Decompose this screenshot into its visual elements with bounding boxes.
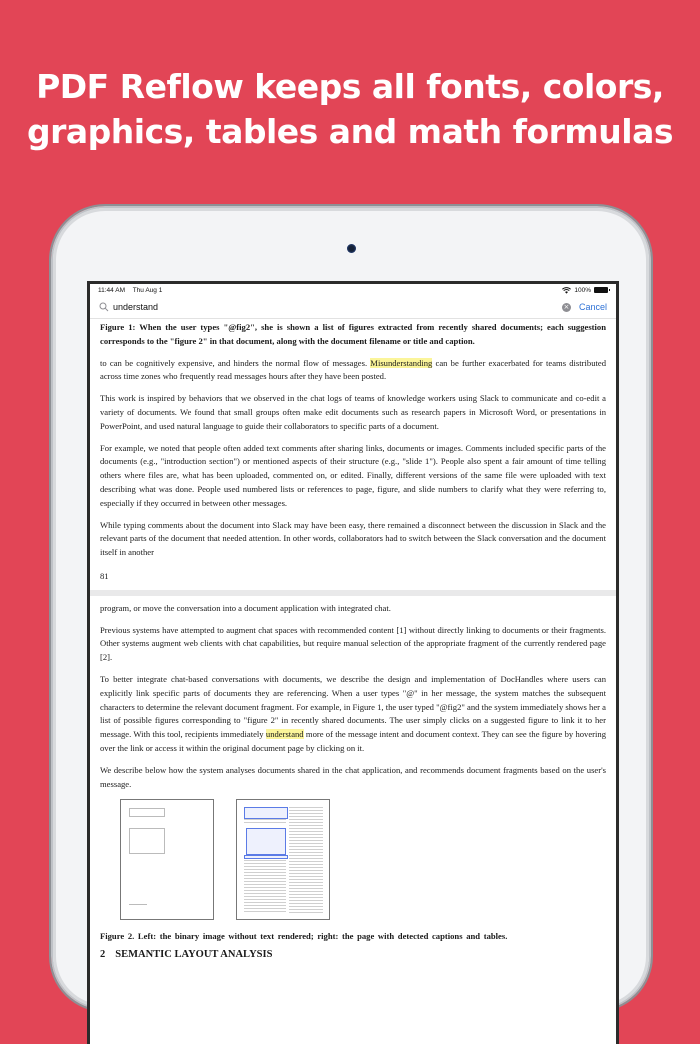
search-highlight[interactable]: understand	[265, 729, 304, 740]
headline-line-2: graphics, tables and math formulas	[27, 112, 673, 151]
text-block	[289, 807, 323, 914]
search-icon	[99, 302, 109, 312]
status-time: 11:44 AM	[98, 286, 125, 294]
section-title: SEMANTIC LAYOUT ANALYSIS	[115, 949, 273, 961]
page-number: 81	[100, 570, 109, 581]
figure-1-caption: Figure 1: When the user types "@fig2", she is shown a list of figures extracted from recently shared documents; each suggestion corresponds to the "figure 2" in that document, along with the document filename or title and caption.	[100, 322, 606, 346]
footer-line	[129, 904, 147, 905]
headline	[0, 64, 700, 154]
status-bar	[90, 284, 616, 296]
detected-caption-box	[244, 855, 288, 859]
text-run: To better integrate chat-based conversations with documents, we describe the design and implementation of DocHandles where users can explicitly link specific parts of documents they are referencing. When a user types "@" in her message, the system matches the subsequent characters to determine the relevant document fragment. For example, in Figure 1, the user typed "@fig2" and the system immediately shows her a list of possible figures corresponding to "figure 2" in recently shared documents. The user simply clicks on a suggested figure to link it to her message. With this tool, recipients immediately	[100, 673, 606, 740]
figure-2	[100, 799, 606, 920]
paragraph	[100, 357, 606, 385]
text-block	[244, 819, 286, 825]
detected-table-box	[246, 828, 286, 855]
wifi-icon	[562, 287, 571, 294]
text-run: more of the message intent and document context. They can see the figure by hovering over the link or access it within the original document page by clicking on it.	[100, 729, 606, 753]
text-block	[244, 860, 286, 914]
detected-layout-thumbnail	[236, 799, 330, 920]
table-outline	[129, 828, 165, 854]
search-input[interactable]: understand	[113, 302, 159, 312]
status-date: Thu Aug 1	[132, 286, 163, 294]
paragraph: We describe below how the system analyses documents shared in the chat application, and recommends document fragments based on the user's message.	[100, 764, 606, 789]
binary-image-thumbnail	[120, 799, 214, 920]
cancel-button[interactable]: Cancel	[578, 302, 607, 312]
ipad-frame	[53, 208, 649, 1008]
text-run: to can be cognitively expensive, and hinders the normal flow of messages.	[100, 357, 371, 368]
paragraph: Previous systems have attempted to augment chat spaces with recommended content [1] without directly linking to documents or their fragments. Other systems augment web clients with chat capabilities, but require manual selection of the appropriate fragment of the currently rendered page [2].	[100, 624, 606, 663]
detected-table-box	[244, 807, 288, 819]
figure-2-caption: Figure 2. Left: the binary image without text rendered; right: the page with detected captions and tables.	[100, 931, 508, 942]
text-run: can be further exacerbated for teams distributed across time zones who frequently read messages hours after they have been posted.	[100, 357, 606, 382]
reflowed-document	[90, 319, 616, 962]
paragraph: While typing comments about the document into Slack may have been easy, there remained a disconnect between the discussion in Slack and the relevant parts of the document that needed attention. In other words, collaborators had to switch between the Slack conversation and the document itself in another	[100, 519, 606, 558]
headline-line-1: PDF Reflow keeps all fonts, colors,	[36, 67, 664, 106]
clear-icon[interactable]: ×	[563, 302, 570, 311]
paragraph: This work is inspired by behaviors that we observed in the chat logs of teams of knowledge workers using Slack to communicate and co-edit a variety of documents. We found that small groups often make edit documents such as research papers in Microsoft Word, or presentations in PowerPoint, and used natural language to guide their collaborators to specific parts of a document.	[100, 393, 606, 431]
page-separator	[90, 590, 616, 596]
app-screen	[87, 281, 619, 1044]
paragraph	[100, 673, 606, 756]
paragraph: program, or move the conversation into a document application with integrated chat.	[100, 602, 391, 613]
search-bar[interactable]	[90, 296, 616, 319]
front-camera	[347, 244, 356, 253]
battery-percent: 100%	[574, 286, 591, 294]
battery-icon	[594, 287, 608, 293]
section-heading	[100, 948, 606, 962]
search-highlight[interactable]: Misunderstanding	[370, 357, 433, 368]
paragraph: For example, we noted that people often added text comments after sharing links, documents or images. Comments included specific parts of the documents (e.g., "introduction section") or mentioned aspects of their structure (e.g., "slide 1"). People also spent a fair amount of time telling others where files are, what has been uploaded, commented on, or edited. Finally, different versions of the same file were uploaded with text describing what was done. People used numbered lists or references to page, figure, and slide numbers to clarify what they were referring to, especially if they occurred in between other messages.	[100, 442, 606, 508]
table-outline	[129, 808, 165, 817]
section-number: 2	[100, 949, 106, 961]
